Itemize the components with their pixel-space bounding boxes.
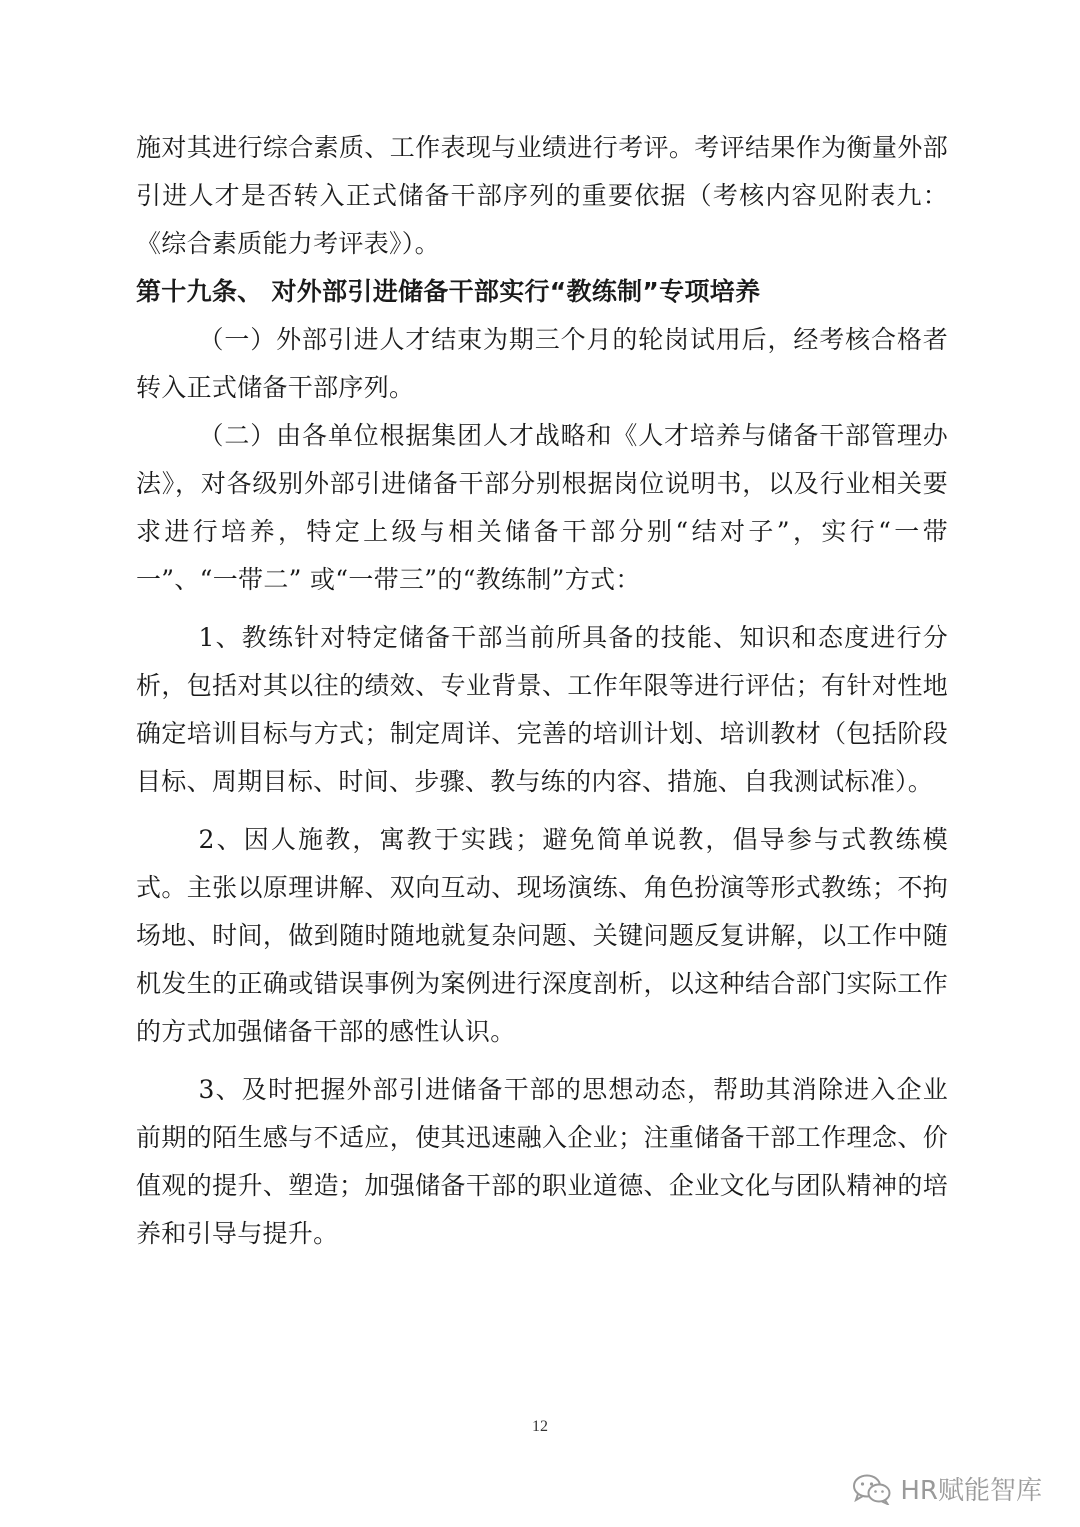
paragraph-item-2: （二）由各单位根据集团人才战略和《人才培养与储备干部管理办法》，对各级别外部引进储备干部分别根据岗位说明书，以及行业相关要求进行培养，特定上级与相关储备干部分别“结对子”，实行“一带一”、“一带二” 或“一带三”的“教练制”方式： bbox=[136, 421, 948, 594]
paragraph-point-2: 2、因人施教，寓教于实践；避免简单说教，倡导参与式教练模式。主张以原理讲解、双向互动、现场演练、角色扮演等形式教练；不拘场地、时间，做到随时随地就复杂问题、关键问题反复讲解，以工作中随机发生的正确或错误事例为案例进行深度剖析，以这种结合部门实际工作的方式加强储备干部的感性认识。 bbox=[136, 825, 948, 1046]
watermark bbox=[852, 1470, 1042, 1507]
paragraph-item-1: （一）外部引进人才结束为期三个月的轮岗试用后，经考核合格者转入正式储备干部序列。 bbox=[136, 325, 948, 402]
watermark-text: HR赋能智库 bbox=[900, 1476, 1042, 1506]
paragraph-continuation: 施对其进行综合素质、工作表现与业绩进行考评。考评结果作为衡量外部引进人才是否转入正式储备干部序列的重要依据（考核内容见附表九：《综合素质能力考评表》）。 bbox=[136, 133, 948, 258]
paragraph-point-1: 1、教练针对特定储备干部当前所具备的技能、知识和态度进行分析，包括对其以往的绩效、专业背景、工作年限等进行评估；有针对性地确定培训目标与方式；制定周详、完善的培训计划、培训教材（包括阶段目标、周期目标、时间、步骤、教与练的内容、措施、自我测试标准）。 bbox=[136, 623, 948, 796]
document-body bbox=[136, 124, 948, 1258]
article-heading: 第十九条、 对外部引进储备干部实行“教练制”专项培养 bbox=[136, 277, 761, 306]
wechat-icon bbox=[852, 1473, 892, 1505]
paragraph-point-3: 3、及时把握外部引进储备干部的思想动态，帮助其消除进入企业前期的陌生感与不适应，使其迅速融入企业；注重储备干部工作理念、价值观的提升、塑造；加强储备干部的职业道德、企业文化与团队精神的培养和引导与提升。 bbox=[136, 1075, 948, 1248]
page-number: 12 bbox=[532, 1418, 548, 1435]
